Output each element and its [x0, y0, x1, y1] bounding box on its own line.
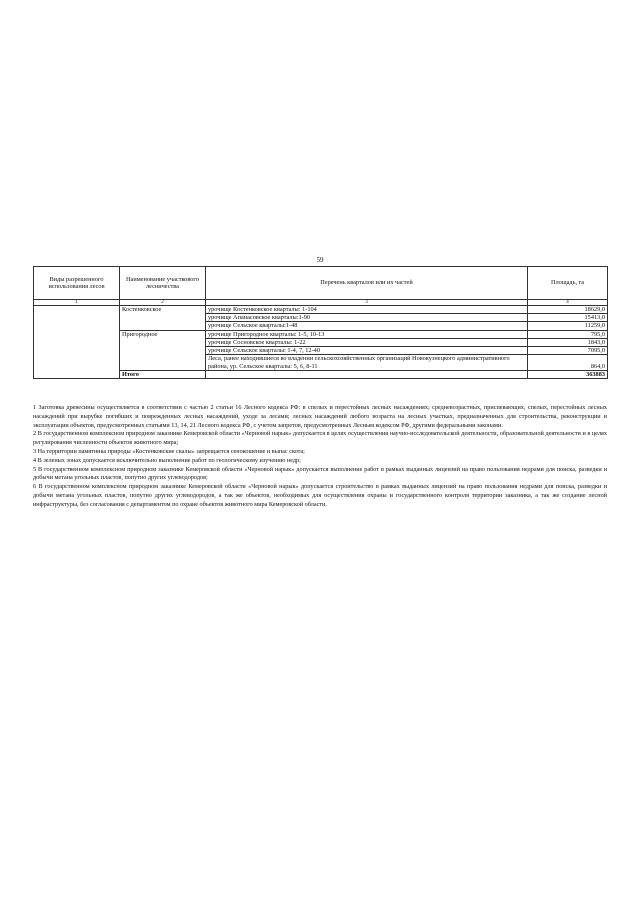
quarters-cell: урочище Костенковское кварталы: 1-104: [206, 306, 528, 314]
forestry-cell: Костенковское: [120, 306, 206, 331]
footnote: 3 На территории памятника природы «Костенковские скалы» запрещается сенокошение и выпас скота;: [33, 447, 305, 455]
footnote: 2 В государственном комплексном природном заказнике Кемеровской области «Черновой нарык» допускается в целях осуществления научно-исследовательской деятельности, образовательной деятельности и в целях регулирования численности объектов животного мира;: [33, 430, 607, 447]
quarters-cell: Леса, ранее находившиеся во владении сельскохозяйственных организаций Новокузнецкого административного района, ур. Сельское кварталы: 5, 6, 8-11: [206, 355, 528, 370]
column-number: 2: [120, 300, 206, 306]
table-header-row: [34, 267, 608, 300]
quarters-cell: урочище Пригородное кварталы: 1-5, 10-13: [206, 330, 528, 338]
header-area: Площадь, га: [528, 267, 608, 300]
area-cell: 795,0: [528, 330, 608, 338]
column-number: 4: [528, 300, 608, 306]
column-number: 3: [206, 300, 528, 306]
header-forestry: Наименование участкового лесничества: [120, 267, 206, 300]
footnote: 1 Заготовка древесины осуществляется в соответствии с частью 2 статьи 16 Лесного кодекса РФ: в спелых и перестойных лесных насаждениях; средневозрастных, приспевающих, спелых, перестойных лесных насаждений при вырубке погибших и поврежденных лесных насаждений, уходе за лесами; лесных насаждений любого возраста на лесных участках, предназначенных для строительства, реконструкции и эксплуатации объектов, предусмотренных статьями 13, 14, 21 Лесного кодекса РФ, с учетом запретов, предусмотренных Лесным кодексом РФ, другими федеральными законами.: [33, 404, 607, 429]
area-cell: 864,0: [528, 355, 608, 370]
footnotes: [33, 404, 607, 510]
quarters-cell: урочище Сосновское кварталы: 1-22: [206, 338, 528, 346]
quarters-cell: урочище Сельское кварталы:1-48: [206, 322, 528, 330]
use-type-cell: [34, 306, 120, 379]
total-area: 363883: [528, 370, 608, 378]
header-use-type: Виды разрешенного использования лесов: [34, 267, 120, 300]
header-quarters: Перечень кварталов или их частей: [206, 267, 528, 300]
area-cell: 7095,0: [528, 347, 608, 355]
total-label: Итого: [120, 370, 206, 378]
area-cell: 18629,0: [528, 306, 608, 314]
area-cell: 1843,0: [528, 338, 608, 346]
column-number: 1: [34, 300, 120, 306]
total-empty-cell: [206, 370, 528, 378]
footnote: 5 В государственном комплексном природном заказнике Кемеровской области «Черновой нарык» допускается выполнение работ в рамках выданных лицензий на право пользования недрами для поиска, разведки и добычи метана угольных пластов, попутно других углеводородов;: [33, 465, 607, 482]
quarters-cell: урочище Апанасовское кварталы:1-90: [206, 314, 528, 322]
area-cell: 15413,0: [528, 314, 608, 322]
area-cell: 11259,0: [528, 322, 608, 330]
table-row: [34, 330, 608, 338]
table-row: [34, 306, 608, 314]
forest-use-table: [33, 266, 608, 379]
page-number: 59: [316, 256, 324, 264]
footnote: 6 В государственном комплексном природном заказнике Кемеровской области «Черновой нарык» допускается строительство в рамках выданных лицензий на право пользования недрами для поиска, разведки и добычи метана угольных пластов, попутно других углеводородов, а так же объектов, необходимых для осуществления охраны и государственного контроля территории заказника, а так же создание лесной инфраструктуры, без согласования с департаментом по охране объектов животного мира Кемеровской области.: [33, 483, 607, 508]
footnote: 4 В зеленых зонах допускается исключительно выполнение работ по геологическому изучению недр;: [33, 456, 301, 464]
table-total-row: [34, 370, 608, 378]
quarters-cell: урочище Сельское кварталы: 1-4, 7, 12-40: [206, 347, 528, 355]
forestry-cell: Пригородное: [120, 330, 206, 370]
